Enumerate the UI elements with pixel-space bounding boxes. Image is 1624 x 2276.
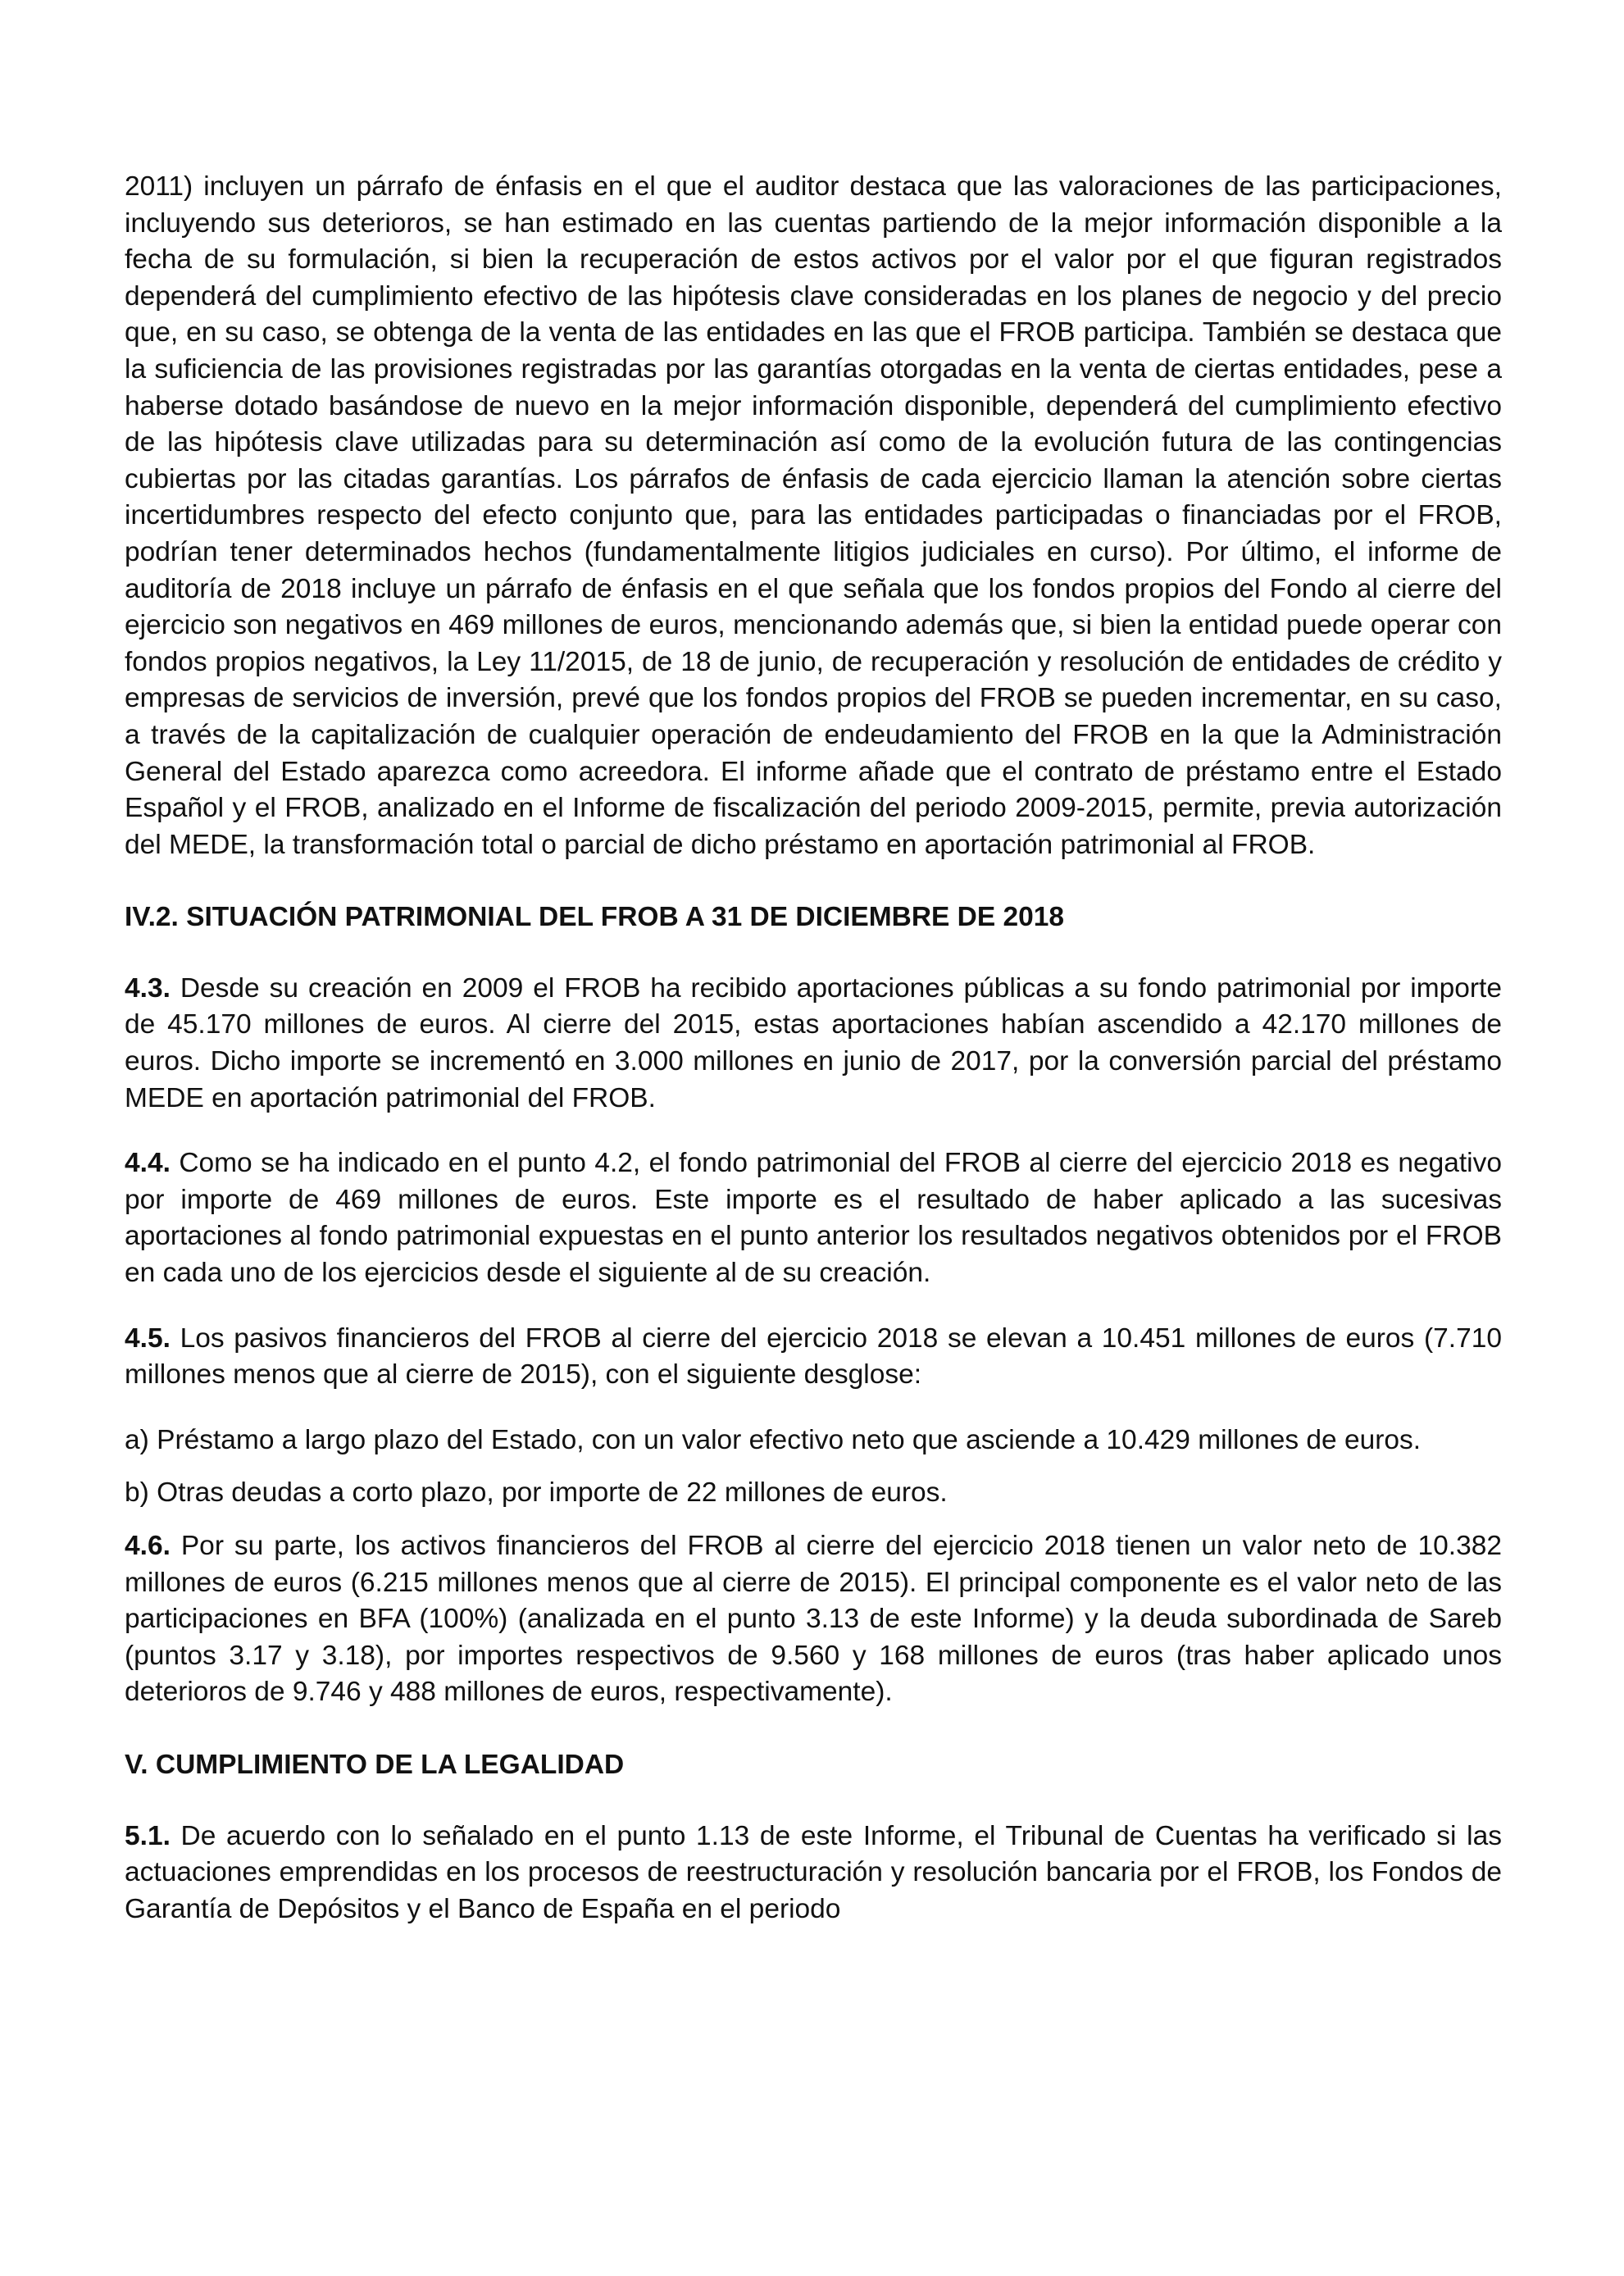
paragraph-4-6 <box>125 1528 1502 1711</box>
paragraph-4-3 <box>125 971 1502 1117</box>
paragraph-4-4 <box>125 1145 1502 1291</box>
paragraph-text: Como se ha indicado en el punto 4.2, el fondo patrimonial del FROB al cierre del ejercicio 2018 es negativo por importe de 469 millones de euros. Este importe es el resultado de haber aplicado a las sucesivas aportaciones al fondo patrimonial expuestas en el punto anterior los resultados negativos obtenidos por el FROB en cada uno de los ejercicios desde el siguiente al de su creación. <box>125 1148 1502 1289</box>
paragraph-number: 4.3. <box>125 972 171 1004</box>
paragraph-number: 4.4. <box>125 1148 171 1179</box>
list-item-a: a) Préstamo a largo plazo del Estado, con un valor efectivo neto que asciende a 10.429 millones de euros. <box>125 1424 1422 1455</box>
intro-paragraph: 2011) incluyen un párrafo de énfasis en el que el auditor destaca que las valoraciones de las participaciones, incluyendo sus deterioros, se han estimado en las cuentas partiendo de la mejor información disponible a la fecha de su formulación, si bien la recuperación de estos activos por el valor por el que figuran registrados dependerá del cumplimiento efectivo de las hipótesis clave consideradas en los planes de negocio y del precio que, en su caso, se obtenga de la venta de las entidades en las que el FROB participa. También se destaca que la suficiencia de las provisiones registradas por las garantías otorgadas en la venta de ciertas entidades, pese a haberse dotado basándose de nuevo en la mejor información disponible, dependerá del cumplimiento efectivo de las hipótesis clave utilizadas para su determinación así como de la evolución futura de las contingencias cubiertas por las citadas garantías. Los párrafos de énfasis de cada ejercicio llaman la atención sobre ciertas incertidumbres respecto del efecto conjunto que, para las entidades participadas o financiadas por el FROB, podrían tener determinados hechos (fundamentalmente litigios judiciales en curso). Por último, el informe de auditoría de 2018 incluye un párrafo de énfasis en el que señala que los fondos propios del Fondo al cierre del ejercicio son negativos en 469 millones de euros, mencionando además que, si bien la entidad puede operar con fondos propios negativos, la Ley 11/2015, de 18 de junio, de recuperación y resolución de entidades de crédito y empresas de servicios de inversión, prevé que los fondos propios del FROB se pueden incrementar, en su caso, a través de la capitalización de cualquier operación de endeudamiento del FROB en la que la Administración General del Estado aparezca como acreedora. El informe añade que el contrato de préstamo entre el Estado Español y el FROB, analizado en el Informe de fiscalización del periodo 2009-2015, permite, previa autorización del MEDE, la transformación total o parcial de dicho préstamo en aportación patrimonial al FROB. <box>125 171 1502 860</box>
paragraph-4-5 <box>125 1321 1502 1394</box>
section-heading-iv2: IV.2. SITUACIÓN PATRIMONIAL DEL FROB A 31 DE DICIEMBRE DE 2018 <box>125 902 1065 933</box>
paragraph-number: 4.5. <box>125 1322 171 1354</box>
paragraph-5-1 <box>125 1819 1502 1928</box>
section-heading-v: V. CUMPLIMIENTO DE LA LEGALIDAD <box>125 1749 625 1780</box>
document-page <box>125 169 1502 1928</box>
list-item-b: b) Otras deudas a corto plazo, por importe de 22 millones de euros. <box>125 1477 948 1509</box>
paragraph-text: De acuerdo con lo señalado en el punto 1.13 de este Informe, el Tribunal de Cuentas ha verificado si las actuaciones emprendidas en los procesos de reestructuración y resolución bancaria por el FROB, los Fondos de Garantía de Depósitos y el Banco de España en el periodo <box>125 1820 1502 1924</box>
paragraph-text: Por su parte, los activos financieros del FROB al cierre del ejercicio 2018 tienen un valor neto de 10.382 millones de euros (6.215 millones menos que al cierre de 2015). El principal componente es el valor neto de las participaciones en BFA (100%) (analizada en el punto 3.13 de este Informe) y la deuda subordinada de Sareb (puntos 3.17 y 3.18), por importes respectivos de 9.560 y 168 millones de euros (tras haber aplicado unos deterioros de 9.746 y 488 millones de euros, respectivamente). <box>125 1531 1502 1708</box>
paragraph-text: Desde su creación en 2009 el FROB ha recibido aportaciones públicas a su fondo patrimonial por importe de 45.170 millones de euros. Al cierre del 2015, estas aportaciones habían ascendido a 42.170 millones de euros. Dicho importe se incrementó en 3.000 millones en junio de 2017, por la conversión parcial del préstamo MEDE en aportación patrimonial del FROB. <box>125 972 1502 1113</box>
paragraph-number: 4.6. <box>125 1531 171 1561</box>
paragraph-number: 5.1. <box>125 1820 171 1851</box>
paragraph-text: Los pasivos financieros del FROB al cierre del ejercicio 2018 se elevan a 10.451 millones de euros (7.710 millones menos que al cierre de 2015), con el siguiente desglose: <box>125 1322 1502 1391</box>
